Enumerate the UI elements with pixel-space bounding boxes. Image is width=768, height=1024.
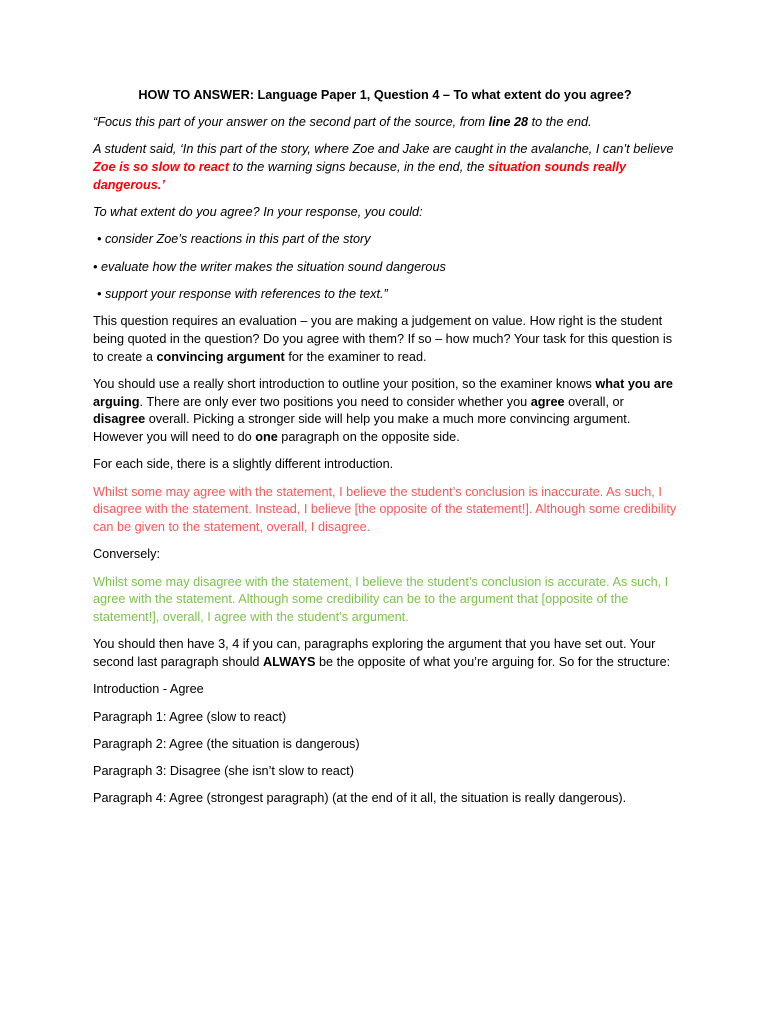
each-side-paragraph: For each side, there is a slightly different introduction. <box>93 457 394 472</box>
bullet-item-3: • support your response with references to the text.” <box>97 286 388 301</box>
disagree-bold: disagree <box>93 412 146 427</box>
convincing-argument-bold: convincing argument <box>156 349 285 364</box>
intro-text-4: overall. Picking a stronger side will help you make a much more convincing argument. However you will need to do <box>93 412 631 444</box>
outline-paragraph-1: Paragraph 1: Agree (slow to react) <box>93 709 287 724</box>
question-quote <box>93 114 677 132</box>
evaluation-text-1: This question requires an evaluation – you are making a judgement on value. How right is the student being quoted in the question? Do you agree with them? If so – how much? Your task for this question is to create a <box>93 314 673 364</box>
outline-paragraph-2: Paragraph 2: Agree (the situation is dangerous) <box>93 736 360 751</box>
agree-introduction-example: Whilst some may disagree with the statement, I believe the student’s conclusion is accurate. As such, I agree with the statement. Although some credibility can be to the argument that [opposite of the statement!], overall, I agree with the student’s argument. <box>93 574 669 624</box>
outline-paragraph-4: Paragraph 4: Agree (strongest paragraph) (at the end of it all, the situation is really dangerous). <box>93 791 627 806</box>
intro-text-2: . There are only ever two positions you need to consider whether you <box>139 394 531 409</box>
document-title: HOW TO ANSWER: Language Paper 1, Question 4 – To what extent do you agree? <box>138 88 632 102</box>
one-bold: one <box>255 430 278 444</box>
student-statement-part1: A student said, ‘In this part of the story, where Zoe and Jake are caught in the avalanche, I can’t believe <box>93 142 674 157</box>
document-page <box>93 86 677 818</box>
what-you-are-arguing-bold: what you are arguing <box>93 376 673 409</box>
student-statement <box>93 141 677 194</box>
disagree-introduction-example: Whilst some may agree with the statement, I believe the student’s conclusion is inaccurate. As such, I disagree with the statement. Instead, I believe [the opposite of the statement!]. Although some credibility can be given to the statement, overall, I disagree. <box>93 484 677 534</box>
quote-start: “Focus this part of your answer on the second part of the source, from <box>93 115 489 129</box>
outline-paragraph-3: Paragraph 3: Disagree (she isn’t slow to react) <box>93 764 354 779</box>
intro-text-3: overall, or <box>564 394 624 409</box>
student-statement-part2: to the warning signs because, in the end, the <box>229 160 488 174</box>
evaluation-text-2: for the examiner to read. <box>284 349 427 364</box>
bullet-item-1: • consider Zoe’s reactions in this part of the story <box>97 232 371 247</box>
quote-end: to the end. <box>528 115 592 129</box>
evaluation-paragraph <box>93 313 677 366</box>
intro-text-5: paragraph on the opposite side. <box>277 430 460 444</box>
agree-bold: agree <box>530 394 565 409</box>
always-bold: ALWAYS <box>263 655 316 669</box>
highlight-dangerous: situation sounds really dangerous.’ <box>93 160 627 192</box>
introduction-guidance-paragraph <box>93 376 677 447</box>
outline-introduction: Introduction - Agree <box>93 682 204 697</box>
structure-text-2: be the opposite of what you’re arguing for. So for the structure: <box>315 655 671 669</box>
question-prompt: To what extent do you agree? In your response, you could: <box>93 205 423 219</box>
line-reference: line 28 <box>488 115 529 129</box>
conversely-label: Conversely: <box>93 547 160 562</box>
intro-text-1: You should use a really short introduction to outline your position, so the examiner knows <box>93 376 596 391</box>
structure-text-1: You should then have 3, 4 if you can, paragraphs exploring the argument that you have set out. Your second last paragraph should <box>93 637 656 669</box>
bullet-item-2: • evaluate how the writer makes the situation sound dangerous <box>93 259 446 274</box>
structure-paragraph <box>93 636 677 671</box>
highlight-slow-to-react: Zoe is so slow to react <box>93 160 230 174</box>
